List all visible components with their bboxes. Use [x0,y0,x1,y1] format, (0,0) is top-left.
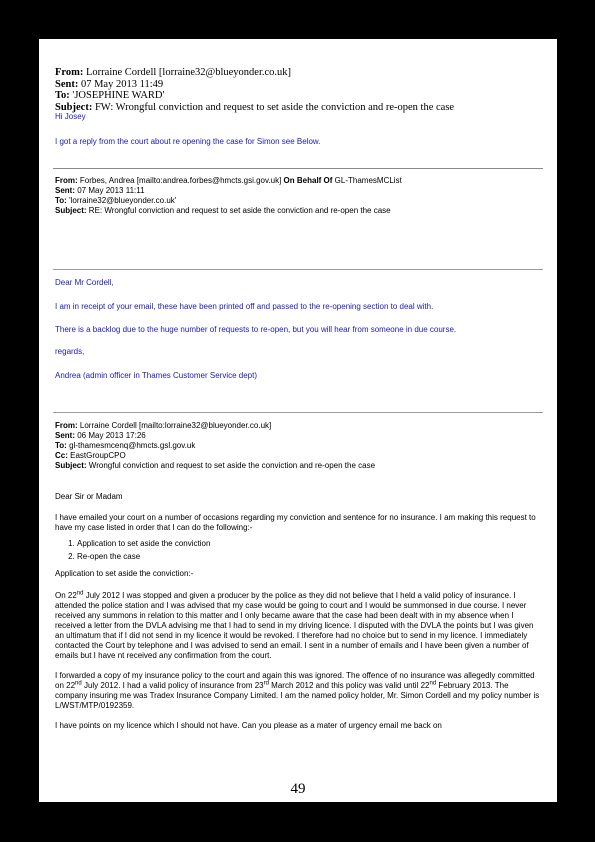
to-value: gl-thamesmcenq@hmcts.gsl.gov.uk [69,441,196,450]
cc-value: EastGroupCPO [70,451,126,460]
from-value: Lorraine Cordell [mailto:lorraine32@blueyonder.co.uk] [79,421,272,430]
divider [53,412,543,413]
divider [53,269,543,270]
forward-note [55,112,541,147]
note-line: I got a reply from the court about re opening the case for Simon see Below. [55,137,321,146]
subject-value: Wrongful conviction and request to set aside the conviction and re-open the case [88,461,376,470]
original-body [55,492,541,731]
reply-greeting: Dear Mr Cordell, [55,278,114,287]
reply-paragraph: There is a backlog due to the huge number of requests to re-open, but you will hear from someone in due course. [55,325,457,334]
from-value: Forbes, Andrea [mailto:andrea.forbes@hmcts.gsi.gov.uk] [79,176,282,185]
sent-value: 07 May 2013 11:49 [80,78,164,90]
original-paragraph: I forwarded a copy of my insurance policy to the court and again this was ignored. The offence of no insurance was allegedly committed on 22nd July 2012. I had a valid policy of insurance from 23rd March 2012 and this policy was valid until 22nd February 2013. The company insuring me was Tradex Insurance Company Limited. I am the named policy holder, Mr. Simon Cordell and my policy number is L/WST/MTP/0192359. [55,671,540,710]
divider [53,168,543,169]
original-paragraph: On 22nd July 2012 I was stopped and given a producer by the police as they did not believe that I held a valid policy of insurance. I attended the police station and I was advised that my case would be going to court and I would be summonsed in due course. I never received any summons in relation to this matter and I only became aware that the case had been dealt with in my absence when I received a letter from the DVLA advising me that I had to send in my driving licence. I disputed with the DVLA the points but I was given an ultimatum that if I did not send in my licence it would be revoked. I therefore had no choice but to send in my licence. I immediately contacted the Court by telephone and I was advised to send an email. I sent in a number of emails and I have been given a number of emails but I have nt received any confirmation from the court. [55,590,534,660]
original-paragraph: I have points on my licence which I should not have. Can you please as a mater of urgency email me back on [55,721,442,730]
page-number: 49 [290,781,306,797]
sent-value: 06 May 2013 17:26 [77,431,146,440]
application-heading: Application to set aside the conviction:- [55,569,194,578]
from-value: Lorraine Cordell [lorraine32@blueyonder.co.uk] [86,67,292,78]
reply-paragraph: I am in receipt of your email, these have been printed off and passed to the re-opening section to deal with. [55,302,434,311]
to-value: 'lorraine32@blueyonder.co.uk' [69,196,177,205]
reply-closing: regards, [55,347,85,356]
subject-value: FW: Wrongful conviction and request to set aside the conviction and re-open the case [94,101,455,113]
subject-value: RE: Wrongful conviction and request to set aside the conviction and re-open the case [88,206,391,215]
list-item: 1. Application to set aside the conviction [77,537,541,550]
note-greeting: Hi Josey [55,112,86,121]
original-intro: I have emailed your court on a number of occasions regarding my conviction and sentence for no insurance. I am making this request to have my case listed in order that I can do the following:- [55,513,536,532]
original-greeting: Dear Sir or Madam [55,492,123,501]
list-item: 2. Re-open the case [77,550,541,563]
document-page [39,39,557,802]
email-header-original: From: Lorraine Cordell [mailto:lorraine32@blueyonder.co.uk] Sent: 06 May 2013 17:26 To: gl-thamesmcenq@hmcts.gsl.gov.uk Cc: EastGroupCPO Subject: Wrongful conviction and request to set aside the conviction and re-open the case [55,421,376,470]
sent-value: 07 May 2013 11:11 [77,186,145,195]
behalf-value: GL-ThamesMCList [334,176,402,185]
email-header-forward: From: Lorraine Cordell [lorraine32@blueyonder.co.uk] Sent: 07 May 2013 11:49 To: 'JOSEPHINE WARD' Subject: FW: Wrongful conviction and request to set aside the conviction and re-open the case [55,67,455,113]
to-value: 'JOSEPHINE WARD' [72,90,165,101]
reply-body [55,278,541,381]
email-header-reply: From: Forbes, Andrea [mailto:andrea.forbes@hmcts.gsi.gov.uk] On Behalf Of GL-ThamesMCList Sent: 07 May 2013 11:11 To: 'lorraine32@blueyonder.co.uk' Subject: RE: Wrongful conviction and request to set aside the conviction and re-open the case [55,176,402,215]
request-list [55,537,541,563]
reply-signature: Andrea (admin officer in Thames Customer Service dept) [55,371,258,380]
